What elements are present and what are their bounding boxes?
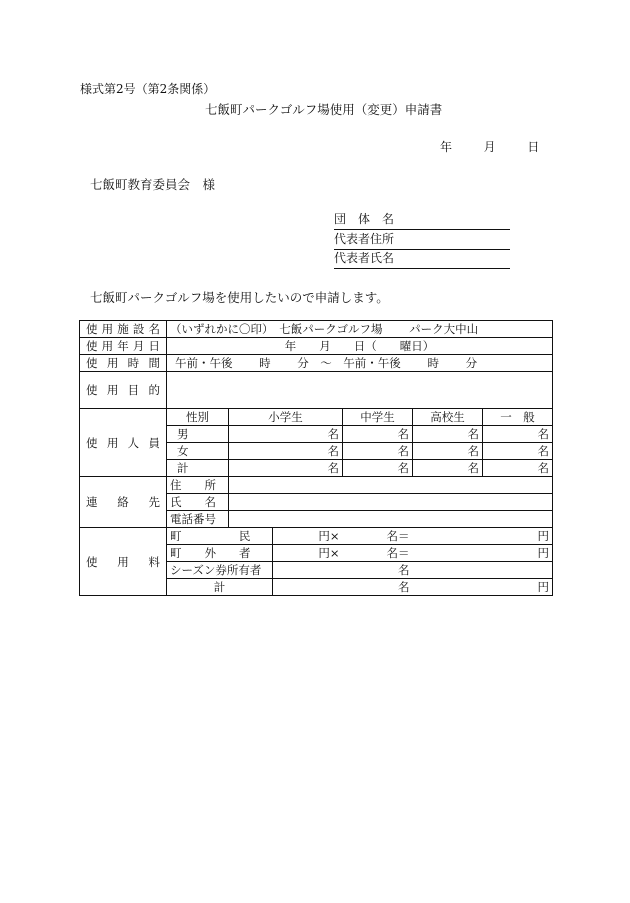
fee-count: 名＝	[343, 545, 413, 562]
group-name-field: 団 体 名	[334, 210, 510, 230]
application-table	[79, 320, 553, 596]
users-header-general: 一 般	[483, 409, 553, 426]
contact-phone-value[interactable]	[229, 511, 553, 528]
fee-type-resident: 町 民	[167, 528, 273, 545]
users-cell[interactable]: 名	[229, 426, 343, 443]
contact-address-value[interactable]	[229, 477, 553, 494]
fee-total: 円	[413, 528, 553, 545]
date-day-label: 日	[527, 140, 540, 154]
contact-name-value[interactable]	[229, 494, 553, 511]
rep-address-field: 代表者住所	[334, 230, 510, 250]
contact-address-row	[80, 477, 553, 494]
application-statement: 七飯町パークゴルフ場を使用したいので申請します。	[90, 290, 389, 305]
users-cell[interactable]: 名	[343, 460, 413, 477]
purpose-row	[80, 372, 553, 409]
fee-type-nonresident: 町 外 者	[167, 545, 273, 562]
users-gender-total: 計	[167, 460, 229, 477]
fee-type-season: シーズン券所有者	[167, 562, 273, 579]
users-header-high-school: 高校生	[413, 409, 483, 426]
users-cell[interactable]: 名	[413, 426, 483, 443]
contact-label: 連絡先	[80, 477, 167, 528]
contact-phone-label: 電話番号	[167, 511, 229, 528]
time-value: 午前・午後 時 分 ～ 午前・午後 時 分	[167, 355, 553, 372]
users-cell[interactable]: 名	[483, 460, 553, 477]
fee-resident-row	[80, 528, 553, 545]
users-cell[interactable]: 名	[413, 443, 483, 460]
facility-value: （いずれかに〇印） 七飯パークゴルフ場 パーク大中山	[167, 321, 553, 338]
application-date	[440, 138, 539, 155]
date-label: 使用年月日	[80, 338, 167, 355]
date-row	[80, 338, 553, 355]
users-cell[interactable]: 名	[483, 443, 553, 460]
users-gender-male: 男	[167, 426, 229, 443]
document-title: 七飯町パークゴルフ場使用（変更）申請書	[205, 102, 443, 117]
facility-label: 使用施設名	[80, 321, 167, 338]
addressee: 七飯町教育委員会 様	[90, 177, 216, 192]
time-row	[80, 355, 553, 372]
fee-unit: 円×	[273, 545, 343, 562]
users-gender-female: 女	[167, 443, 229, 460]
users-cell[interactable]: 名	[483, 426, 553, 443]
fee-count: 名	[343, 579, 413, 596]
contact-name-label: 氏 名	[167, 494, 229, 511]
fee-label: 使用料	[80, 528, 167, 596]
fee-season-total	[413, 562, 553, 579]
fee-unit: 円×	[273, 528, 343, 545]
fee-sum-spacer	[273, 579, 343, 596]
users-cell[interactable]: 名	[229, 443, 343, 460]
time-label: 使用時間	[80, 355, 167, 372]
users-label: 使用人員	[80, 409, 167, 477]
fee-total: 円	[413, 579, 553, 596]
contact-address-label: 住 所	[167, 477, 229, 494]
users-header-elementary: 小学生	[229, 409, 343, 426]
users-cell[interactable]: 名	[229, 460, 343, 477]
purpose-label: 使用目的	[80, 372, 167, 409]
fee-type-sum: 計	[167, 579, 273, 596]
users-header-row	[80, 409, 553, 426]
form-number: 様式第2号（第2条関係）	[80, 82, 216, 96]
fee-count: 名＝	[343, 528, 413, 545]
date-value: 年 月 日（ 曜日）	[167, 338, 553, 355]
purpose-value[interactable]	[167, 372, 553, 409]
fee-total: 円	[413, 545, 553, 562]
rep-name-field: 代表者氏名	[334, 249, 510, 269]
date-year-label: 年	[440, 140, 453, 154]
facility-row	[80, 321, 553, 338]
users-header-junior-high: 中学生	[343, 409, 413, 426]
date-month-label: 月	[483, 140, 496, 154]
users-cell[interactable]: 名	[413, 460, 483, 477]
fee-count: 名	[343, 562, 413, 579]
fee-season-spacer	[273, 562, 343, 579]
users-cell[interactable]: 名	[343, 443, 413, 460]
users-header-gender: 性別	[167, 409, 229, 426]
users-cell[interactable]: 名	[343, 426, 413, 443]
